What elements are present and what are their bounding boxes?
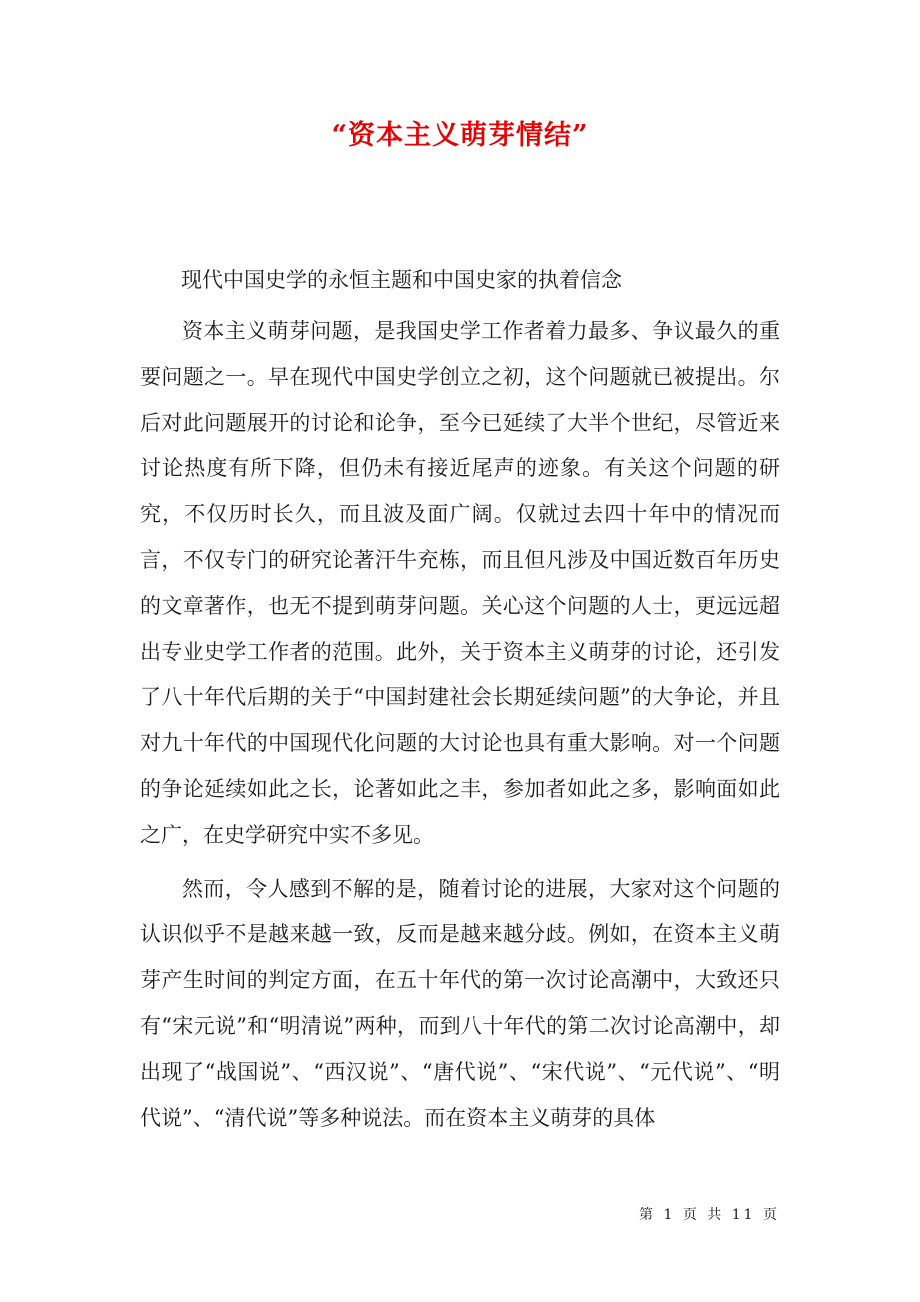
body-paragraph: 资本主义萌芽问题，是我国史学工作者着力最多、争议最久的重要问题之一。早在现代中国史学创立之初，这个问题就已被提出。尔后对此问题展开的讨论和论争，至今已延续了大半个世纪，尽管近来讨论热度有所下降，但仍未有接近尾声的迹象。有关这个问题的研究，不仅历时长久，而且波及面广阔。仅就过去四十年中的情况而言，不仅专门的研究论著汗牛充栋，而且但凡涉及中国近数百年历史的文章著作，也无不提到萌芽问题。关心这个问题的人士，更远远超出专业史学工作者的范围。此外，关于资本主义萌芽的讨论，还引发了八十年代后期的关于“中国封建社会长期延续问题”的大争论，并且对九十年代的中国现代化问题的大讨论也具有重大影响。对一个问题的争论延续如此之长，论著如此之丰，参加者如此之多，影响面如此之广，在史学研究中实不多见。 [140, 319, 780, 847]
document-subtitle: 现代中国史学的永恒主题和中国史家的执着信念 [181, 268, 622, 292]
document-body [140, 309, 780, 1149]
document-title: “资本主义萌芽情结” [331, 120, 589, 151]
page-number: 第 1 页 共 11 页 [639, 1207, 780, 1223]
body-paragraph: 然而，令人感到不解的是，随着讨论的进展，大家对这个问题的认识似乎不是越来越一致，反而是越来越分歧。例如，在资本主义萌芽产生时间的判定方面，在五十年代的第一次讨论高潮中，大致还只有“宋元说”和“明清说”两种，而到八十年代的第二次讨论高潮中，却出现了“战国说”、“西汉说”、“唐代说”、“宋代说”、“元代说”、“明代说”、“清代说”等多种说法。而在资本主义萌芽的具体 [140, 876, 780, 1130]
